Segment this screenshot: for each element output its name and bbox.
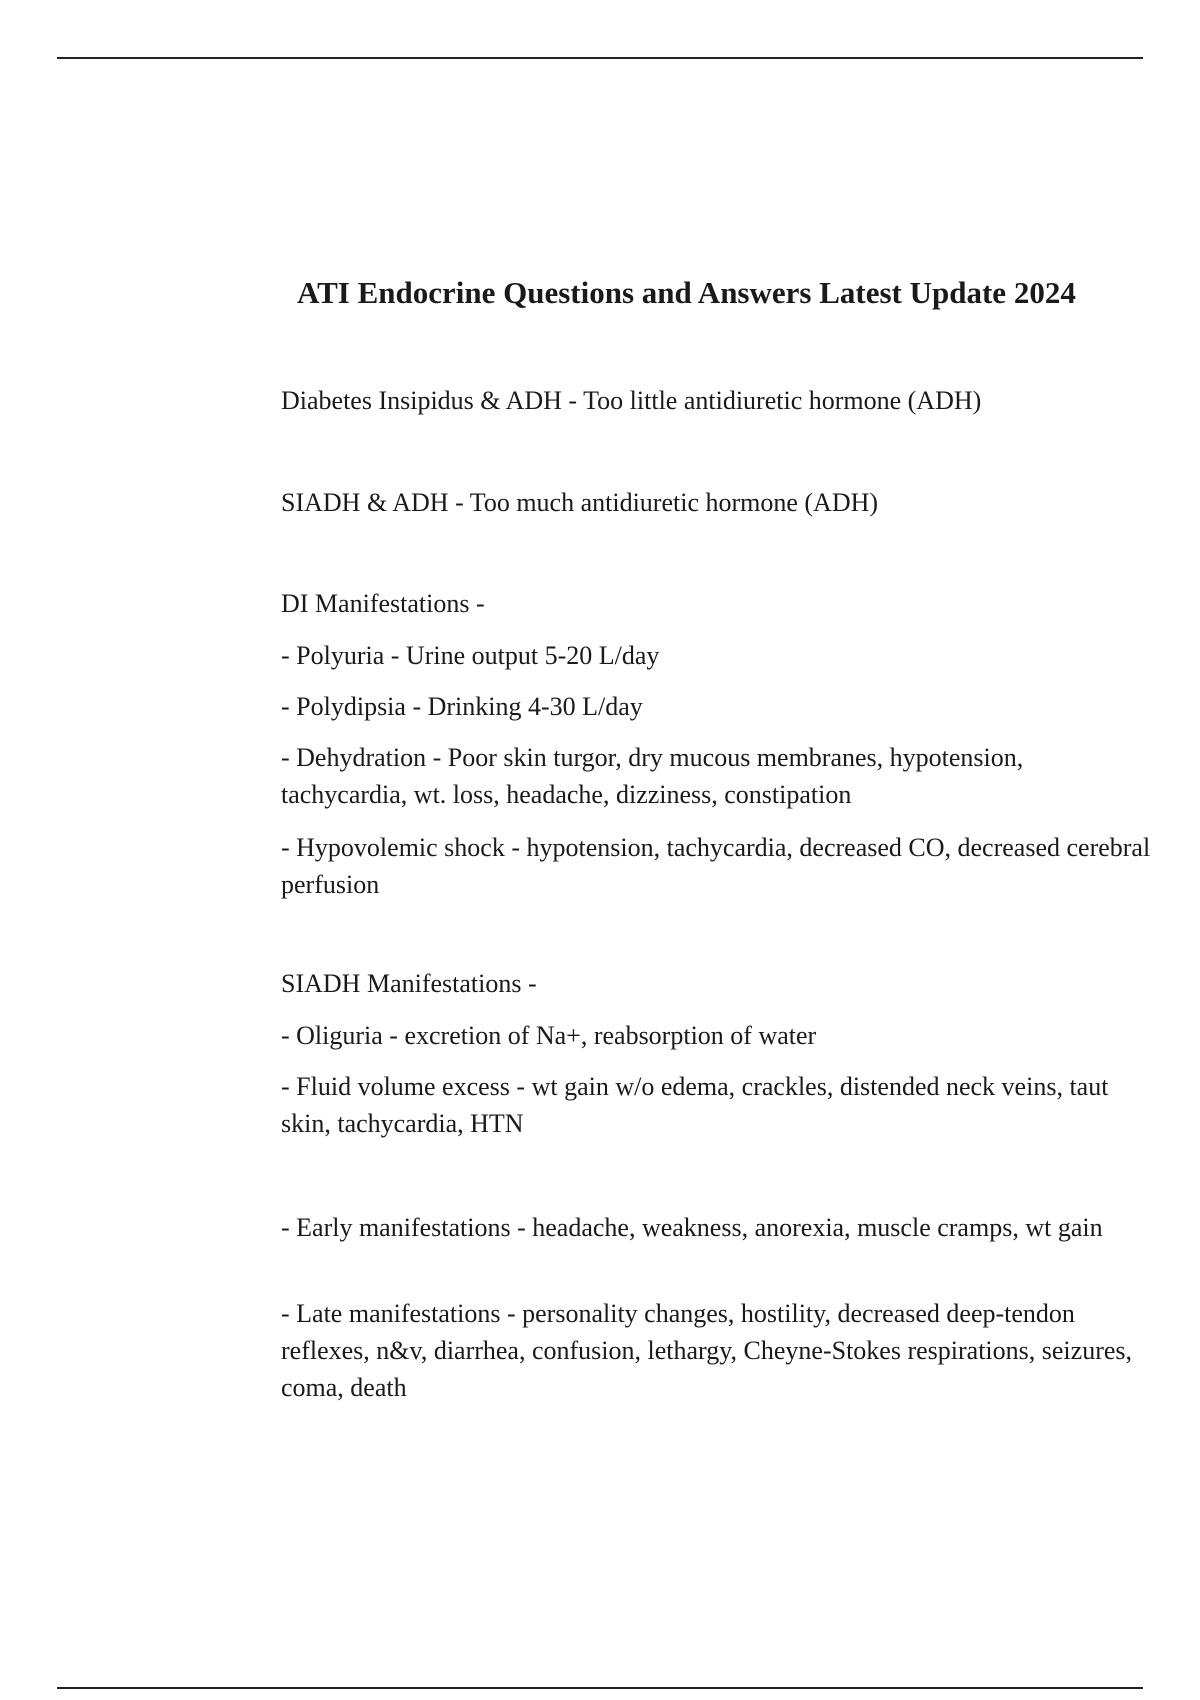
page-title: ATI Endocrine Questions and Answers Latest Update 2024 — [297, 275, 1076, 310]
bottom-rule — [57, 1687, 1143, 1689]
siadh-item-early-manifestations: - Early manifestations - headache, weakness, anorexia, muscle cramps, wt gain — [281, 1213, 1103, 1242]
di-manifestations-heading: DI Manifestations - — [281, 589, 485, 618]
top-rule — [57, 57, 1143, 59]
siadh-manifestations-heading: SIADH Manifestations - — [281, 969, 537, 998]
di-item-hypovolemic-shock: - Hypovolemic shock - hypotension, tachycardia, decreased CO, decreased cerebral perfusion — [281, 833, 1151, 899]
entry-siadh: SIADH & ADH - Too much antidiuretic hormone (ADH) — [281, 488, 879, 517]
entry-diabetes-insipidus: Diabetes Insipidus & ADH - Too little antidiuretic hormone (ADH) — [281, 386, 982, 415]
di-item-polyuria: - Polyuria - Urine output 5-20 L/day — [281, 641, 660, 670]
siadh-item-fluid-volume-excess: - Fluid volume excess - wt gain w/o edema, crackles, distended neck veins, taut skin, tachycardia, HTN — [281, 1072, 1109, 1138]
siadh-item-late-manifestations: - Late manifestations - personality changes, hostility, decreased deep-tendon reflexes, n&v, diarrhea, confusion, lethargy, Cheyne-Stokes respirations, seizures, coma, death — [281, 1299, 1133, 1402]
siadh-item-oliguria: - Oliguria - excretion of Na+, reabsorption of water — [281, 1021, 817, 1050]
di-item-dehydration: - Dehydration - Poor skin turgor, dry mucous membranes, hypotension, tachycardia, wt. loss, headache, dizziness, constipation — [281, 743, 1024, 809]
di-item-polydipsia: - Polydipsia - Drinking 4-30 L/day — [281, 692, 643, 721]
